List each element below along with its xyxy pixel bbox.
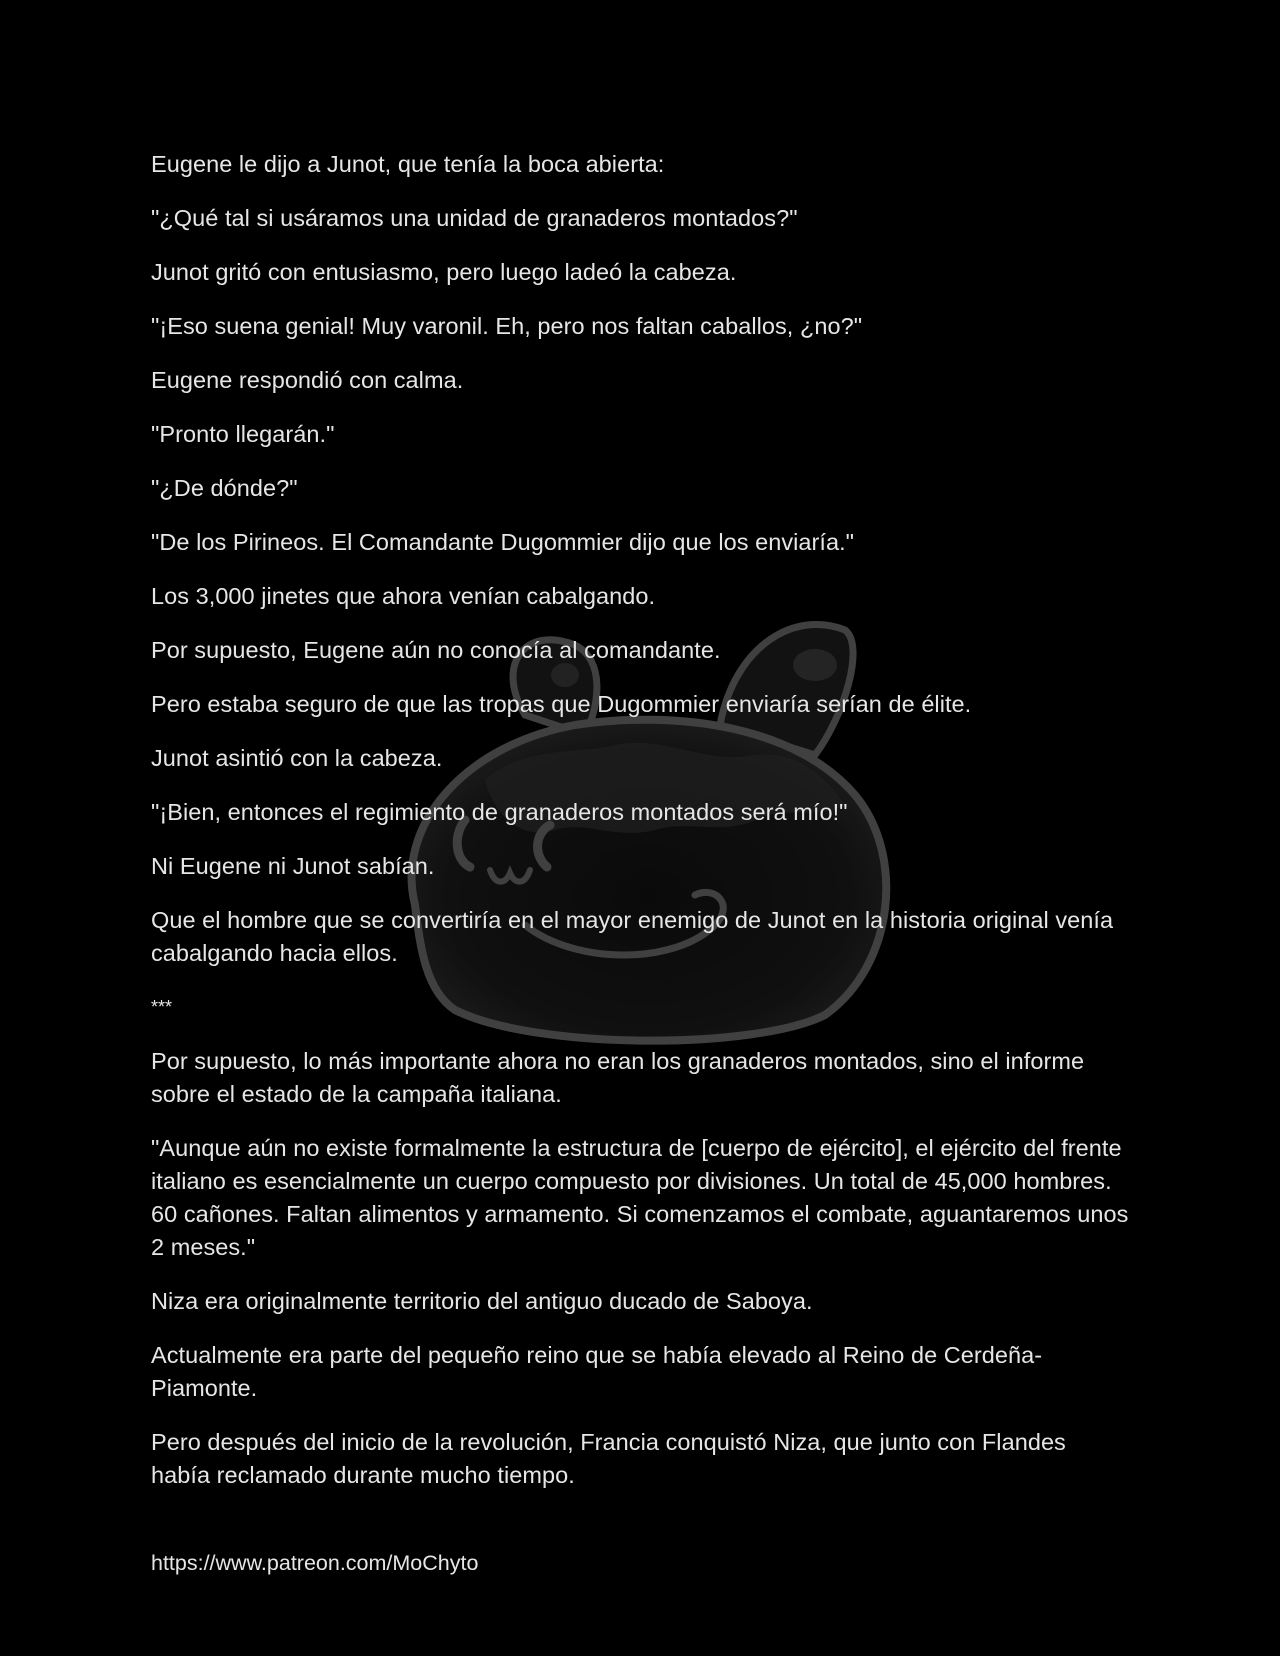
paragraph: Por supuesto, lo más importante ahora no eran los granaderos montados, sino el informe sobre el estado de la campaña italiana. bbox=[151, 1048, 1085, 1107]
paragraph: Pero después del inicio de la revolución, Francia conquistó Niza, que junto con Flandes había reclamado durante mucho tiempo. bbox=[151, 1429, 1066, 1488]
paragraph: Junot asintió con la cabeza. bbox=[151, 745, 443, 771]
paragraph: "Pronto llegarán." bbox=[151, 421, 335, 447]
paragraph: Ni Eugene ni Junot sabían. bbox=[151, 853, 435, 879]
paragraph: Los 3,000 jinetes que ahora venían cabalgando. bbox=[151, 583, 656, 609]
paragraph: "Aunque aún no existe formalmente la estructura de [cuerpo de ejército], el ejército del frente italiano es esencialmente un cuerpo compuesto por divisiones. Un total de 45,000 hombres. 60 cañones. Faltan alimentos y armamento. Si comenzamos el combate, aguantaremos unos 2 meses." bbox=[151, 1135, 1129, 1260]
paragraph: "¿Qué tal si usáramos una unidad de granaderos montados?" bbox=[151, 205, 798, 231]
patreon-link[interactable]: https://www.patreon.com/MoChyto bbox=[151, 1551, 479, 1575]
paragraph: "De los Pirineos. El Comandante Dugommier dijo que los enviaría." bbox=[151, 529, 855, 555]
paragraph: Eugene le dijo a Junot, que tenía la boca abierta: bbox=[151, 151, 665, 177]
paragraph: "¿De dónde?" bbox=[151, 475, 298, 501]
document-body bbox=[151, 148, 1131, 1513]
paragraph: Eugene respondió con calma. bbox=[151, 367, 464, 393]
paragraph: Por supuesto, Eugene aún no conocía al comandante. bbox=[151, 637, 721, 663]
paragraph: "¡Eso suena genial! Muy varonil. Eh, pero nos faltan caballos, ¿no?" bbox=[151, 313, 863, 339]
paragraph: Pero estaba seguro de que las tropas que Dugommier enviaría serían de élite. bbox=[151, 691, 972, 717]
paragraph: Que el hombre que se convertiría en el mayor enemigo de Junot en la historia original venía cabalgando hacia ellos. bbox=[151, 907, 1114, 966]
paragraph: Actualmente era parte del pequeño reino que se había elevado al Reino de Cerdeña-Piamonte. bbox=[151, 1342, 1043, 1401]
paragraph: Junot gritó con entusiasmo, pero luego ladeó la cabeza. bbox=[151, 259, 737, 285]
paragraph: "¡Bien, entonces el regimiento de granaderos montados será mío!" bbox=[151, 799, 848, 825]
section-separator: *** bbox=[151, 997, 173, 1017]
paragraph: Niza era originalmente territorio del antiguo ducado de Saboya. bbox=[151, 1288, 813, 1314]
